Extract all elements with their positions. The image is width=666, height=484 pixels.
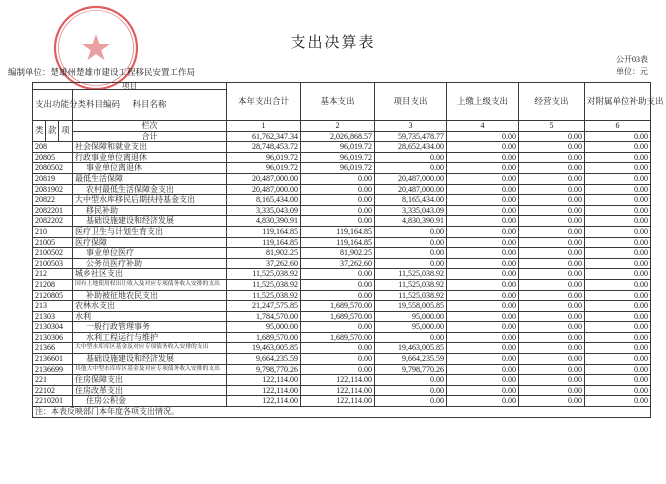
table-row (33, 237, 651, 248)
row-value: 0.00 (301, 343, 375, 354)
row-value: 0.00 (447, 396, 519, 407)
row-value: 0.00 (447, 385, 519, 396)
row-value: 0.00 (375, 258, 447, 269)
table-row (33, 152, 651, 163)
row-code: 2082201 (33, 205, 73, 216)
row-name: 水利 (73, 311, 227, 322)
row-value: 9,664,235.59 (227, 354, 301, 365)
row-value: 37,262.60 (227, 258, 301, 269)
row-value: 9,798,770.26 (375, 364, 447, 375)
row-value: 119,164.85 (301, 226, 375, 237)
table-row (33, 322, 651, 333)
row-value: 19,558,005.85 (375, 301, 447, 312)
row-value: 0.00 (375, 163, 447, 174)
row-value: 0.00 (519, 163, 585, 174)
row-name: 大中型水库库区基金及对应专项债务收入安排的支出 (73, 343, 227, 354)
total-row (33, 131, 651, 142)
form-number: 公开03表 (616, 55, 648, 64)
row-value: 96,019.72 (301, 142, 375, 153)
row-value: 9,664,235.59 (375, 354, 447, 365)
table-row (33, 332, 651, 343)
row-value: 0.00 (301, 290, 375, 301)
row-value: 96,019.72 (227, 163, 301, 174)
row-value: 0.00 (519, 364, 585, 375)
row-value: 0.00 (447, 364, 519, 375)
table-row (33, 364, 651, 375)
table-row (33, 184, 651, 195)
row-value: 0.00 (519, 237, 585, 248)
total-value: 61,762,347.34 (227, 131, 301, 142)
row-value: 19,463,005.85 (375, 343, 447, 354)
row-name: 移民补助 (73, 205, 227, 216)
table-row (33, 354, 651, 365)
footnote: 注：本表反映部门本年度各项支出情况。 (33, 407, 651, 418)
row-value: 0.00 (585, 354, 651, 365)
row-code: 210 (33, 226, 73, 237)
row-value: 0.00 (447, 142, 519, 153)
row-value: 0.00 (375, 375, 447, 386)
row-value: 0.00 (447, 205, 519, 216)
row-value: 1,689,570.00 (227, 332, 301, 343)
row-value: 28,652,434.00 (375, 142, 447, 153)
row-value: 3,335,043.09 (227, 205, 301, 216)
total-value: 59,735,478.77 (375, 131, 447, 142)
row-value: 0.00 (301, 322, 375, 333)
column-number: 2 (301, 121, 375, 132)
table-row (33, 195, 651, 206)
row-value: 0.00 (585, 142, 651, 153)
row-code: 2080502 (33, 163, 73, 174)
code-header: 支出功能分类科目编码 (33, 90, 73, 121)
row-code: 2210201 (33, 396, 73, 407)
row-code: 212 (33, 269, 73, 280)
row-name: 水利工程运行与维护 (73, 332, 227, 343)
row-value: 122,114.00 (227, 375, 301, 386)
row-value: 0.00 (375, 385, 447, 396)
row-code: 2100503 (33, 258, 73, 269)
row-value: 0.00 (301, 354, 375, 365)
row-code: 22102 (33, 385, 73, 396)
row-value: 0.00 (301, 173, 375, 184)
row-value: 0.00 (447, 258, 519, 269)
row-value: 4,830,390.91 (227, 216, 301, 227)
table-row (33, 248, 651, 259)
column-header: 项目支出 (375, 83, 447, 121)
row-value: 122,114.00 (301, 385, 375, 396)
row-value: 0.00 (519, 184, 585, 195)
table-row (33, 343, 651, 354)
row-value: 0.00 (519, 152, 585, 163)
row-value: 0.00 (447, 301, 519, 312)
row-code: 2082202 (33, 216, 73, 227)
row-code: 20822 (33, 195, 73, 206)
row-value: 0.00 (585, 290, 651, 301)
row-name: 医疗保障 (73, 237, 227, 248)
row-value: 9,798,770.26 (227, 364, 301, 375)
row-value: 0.00 (519, 385, 585, 396)
table-row (33, 290, 651, 301)
column-number: 3 (375, 121, 447, 132)
row-value: 0.00 (447, 279, 519, 290)
row-value: 0.00 (301, 364, 375, 375)
row-value: 0.00 (519, 269, 585, 280)
row-code: 2136601 (33, 354, 73, 365)
row-value: 0.00 (447, 269, 519, 280)
row-name: 其他大中型水库库区基金及对应专项债务收入安排的支出 (73, 364, 227, 375)
preparing-unit: 编制单位：楚雄州楚雄市建设工程移民安置工作局 (8, 67, 196, 77)
row-name: 国有土地使用权出让收入及对应专项债务收入安排的支出 (73, 279, 227, 290)
row-value: 0.00 (519, 279, 585, 290)
row-code: 213 (33, 301, 73, 312)
row-value: 96,019.72 (301, 152, 375, 163)
table-row (33, 269, 651, 280)
table-row (33, 279, 651, 290)
row-value: 0.00 (447, 375, 519, 386)
row-name: 基础设施建设和经济发展 (73, 216, 227, 227)
row-code: 20819 (33, 173, 73, 184)
row-value: 1,689,570.00 (301, 332, 375, 343)
table-row (33, 375, 651, 386)
row-value: 11,525,038.92 (375, 269, 447, 280)
row-value: 0.00 (585, 385, 651, 396)
row-value: 81,902.25 (227, 248, 301, 259)
total-value: 0.00 (447, 131, 519, 142)
row-value: 0.00 (519, 216, 585, 227)
currency-unit: 单位：元 (616, 67, 648, 76)
row-value: 0.00 (519, 396, 585, 407)
row-value: 0.00 (519, 354, 585, 365)
row-value: 95,000.00 (375, 322, 447, 333)
row-value: 0.00 (519, 226, 585, 237)
row-value: 37,262.60 (301, 258, 375, 269)
table-row (33, 385, 651, 396)
row-code: 2081902 (33, 184, 73, 195)
lanci-label: 栏次 (73, 121, 227, 132)
total-value: 0.00 (585, 131, 651, 142)
row-value: 0.00 (585, 248, 651, 259)
row-value: 119,164.85 (227, 226, 301, 237)
row-value: 0.00 (519, 332, 585, 343)
row-value: 0.00 (447, 332, 519, 343)
row-value: 0.00 (585, 152, 651, 163)
row-value: 0.00 (519, 375, 585, 386)
table-row (33, 396, 651, 407)
row-value: 0.00 (585, 375, 651, 386)
row-value: 0.00 (519, 173, 585, 184)
table-row (33, 173, 651, 184)
row-value: 20,487,000.00 (375, 173, 447, 184)
row-code: 2100502 (33, 248, 73, 259)
row-value: 0.00 (519, 343, 585, 354)
row-value: 20,487,000.00 (227, 173, 301, 184)
row-value: 0.00 (375, 237, 447, 248)
row-value: 96,019.72 (227, 152, 301, 163)
column-header: 对附属单位补助支出 (585, 83, 651, 121)
row-value: 0.00 (585, 364, 651, 375)
row-name: 一般行政管理事务 (73, 322, 227, 333)
row-name: 补助被征地农民支出 (73, 290, 227, 301)
table-footer (33, 407, 651, 418)
row-value: 28,748,453.72 (227, 142, 301, 153)
row-value: 0.00 (585, 195, 651, 206)
row-value: 0.00 (585, 163, 651, 174)
row-value: 0.00 (585, 173, 651, 184)
table-row (33, 216, 651, 227)
row-code: 2120805 (33, 290, 73, 301)
row-name: 基础设施建设和经济发展 (73, 354, 227, 365)
row-value: 0.00 (585, 226, 651, 237)
row-value: 0.00 (447, 163, 519, 174)
table-row (33, 226, 651, 237)
table-body (33, 142, 651, 407)
row-name: 住房保障支出 (73, 375, 227, 386)
row-value: 119,164.85 (301, 237, 375, 248)
row-value: 0.00 (585, 269, 651, 280)
row-value: 0.00 (519, 258, 585, 269)
row-value: 8,165,434.00 (227, 195, 301, 206)
row-value: 0.00 (585, 258, 651, 269)
row-code: 21303 (33, 311, 73, 322)
row-value: 0.00 (447, 322, 519, 333)
row-value: 1,689,570.00 (301, 301, 375, 312)
row-value: 8,165,434.00 (375, 195, 447, 206)
row-value: 20,487,000.00 (227, 184, 301, 195)
row-value: 11,525,038.92 (375, 290, 447, 301)
row-code: 21005 (33, 237, 73, 248)
row-value: 0.00 (585, 237, 651, 248)
row-value: 0.00 (585, 322, 651, 333)
row-value: 0.00 (301, 279, 375, 290)
row-value: 122,114.00 (301, 396, 375, 407)
row-name: 大中型水库移民后期扶持基金支出 (73, 195, 227, 206)
row-name: 事业单位离退休 (73, 163, 227, 174)
row-value: 0.00 (375, 396, 447, 407)
row-value: 21,247,575.85 (227, 301, 301, 312)
row-value: 0.00 (519, 290, 585, 301)
row-code: 2130306 (33, 332, 73, 343)
table-row (33, 301, 651, 312)
row-value: 0.00 (519, 142, 585, 153)
expenditure-table (32, 81, 664, 418)
row-value: 0.00 (585, 396, 651, 407)
document-title: 支出决算表 (290, 35, 376, 51)
row-name: 公务员医疗补助 (73, 258, 227, 269)
row-value: 0.00 (447, 152, 519, 163)
row-value: 0.00 (447, 184, 519, 195)
row-value: 0.00 (519, 205, 585, 216)
row-code: 21208 (33, 279, 73, 290)
row-code: 20805 (33, 152, 73, 163)
table-row (33, 142, 651, 153)
row-value: 3,335,043.09 (375, 205, 447, 216)
row-code: 21366 (33, 343, 73, 354)
row-value: 0.00 (519, 301, 585, 312)
row-value: 0.00 (447, 311, 519, 322)
row-value: 0.00 (585, 301, 651, 312)
column-number: 1 (227, 121, 301, 132)
row-value: 11,525,038.92 (227, 279, 301, 290)
row-name: 住房公积金 (73, 396, 227, 407)
row-value: 0.00 (519, 195, 585, 206)
row-value: 0.00 (447, 290, 519, 301)
kuan-header: 款 (46, 121, 59, 142)
row-value: 0.00 (301, 205, 375, 216)
row-value: 0.00 (447, 248, 519, 259)
row-value: 119,164.85 (227, 237, 301, 248)
column-number: 5 (519, 121, 585, 132)
row-name: 农村最低生活保障金支出 (73, 184, 227, 195)
row-value: 4,830,390.91 (375, 216, 447, 227)
row-value: 0.00 (447, 343, 519, 354)
name-header: 科目名称 (73, 90, 227, 121)
row-name: 最低生活保障 (73, 173, 227, 184)
row-name: 社会保障和就业支出 (73, 142, 227, 153)
row-name: 行政事业单位离退休 (73, 152, 227, 163)
row-value: 0.00 (585, 216, 651, 227)
table-row (33, 163, 651, 174)
row-value: 0.00 (301, 216, 375, 227)
row-value: 0.00 (585, 205, 651, 216)
row-value: 0.00 (301, 184, 375, 195)
column-header: 本年支出合计 (227, 83, 301, 121)
row-name: 医疗卫生与计划生育支出 (73, 226, 227, 237)
row-value: 0.00 (375, 332, 447, 343)
table-row (33, 205, 651, 216)
row-name: 城乡社区支出 (73, 269, 227, 280)
row-name: 农林水支出 (73, 301, 227, 312)
row-value: 0.00 (585, 343, 651, 354)
row-value: 0.00 (447, 226, 519, 237)
lei-header: 类 (33, 121, 46, 142)
xiang-header: 项 (59, 121, 73, 142)
table-row (33, 258, 651, 269)
row-value: 95,000.00 (227, 322, 301, 333)
column-header: 上缴上级支出 (447, 83, 519, 121)
row-value: 20,487,000.00 (375, 184, 447, 195)
row-value: 0.00 (375, 248, 447, 259)
row-code: 2130304 (33, 322, 73, 333)
row-value: 19,463,005.85 (227, 343, 301, 354)
row-name: 事业单位医疗 (73, 248, 227, 259)
row-value: 0.00 (519, 248, 585, 259)
row-code: 2136699 (33, 364, 73, 375)
row-value: 0.00 (585, 184, 651, 195)
project-header: 项目 (33, 83, 227, 90)
total-label: 合计 (73, 131, 227, 142)
row-value: 1,784,570.00 (227, 311, 301, 322)
row-value: 1,689,570.00 (301, 311, 375, 322)
row-value: 122,114.00 (301, 375, 375, 386)
row-value: 122,114.00 (227, 385, 301, 396)
row-value: 0.00 (301, 269, 375, 280)
total-value: 0.00 (519, 131, 585, 142)
row-value: 0.00 (447, 173, 519, 184)
row-value: 0.00 (519, 322, 585, 333)
column-header: 基本支出 (301, 83, 375, 121)
row-value: 96,019.72 (301, 163, 375, 174)
row-value: 81,902.25 (301, 248, 375, 259)
row-value: 0.00 (375, 226, 447, 237)
row-code: 208 (33, 142, 73, 153)
row-value: 0.00 (519, 311, 585, 322)
total-value: 2,026,868.57 (301, 131, 375, 142)
table-row (33, 311, 651, 322)
row-value: 0.00 (375, 152, 447, 163)
row-value: 0.00 (447, 237, 519, 248)
row-value: 11,525,038.92 (375, 279, 447, 290)
row-value: 0.00 (585, 332, 651, 343)
row-value: 11,525,038.92 (227, 269, 301, 280)
column-number: 6 (585, 121, 651, 132)
row-code: 221 (33, 375, 73, 386)
row-value: 11,525,038.92 (227, 290, 301, 301)
row-value: 0.00 (301, 195, 375, 206)
table-header (33, 81, 664, 142)
row-value: 0.00 (447, 216, 519, 227)
row-value: 0.00 (447, 195, 519, 206)
row-value: 0.00 (585, 311, 651, 322)
row-value: 95,000.00 (375, 311, 447, 322)
column-header: 经营支出 (519, 83, 585, 121)
row-value: 122,114.00 (227, 396, 301, 407)
column-number: 4 (447, 121, 519, 132)
row-value: 0.00 (447, 354, 519, 365)
row-value: 0.00 (585, 279, 651, 290)
row-name: 住房改革支出 (73, 385, 227, 396)
